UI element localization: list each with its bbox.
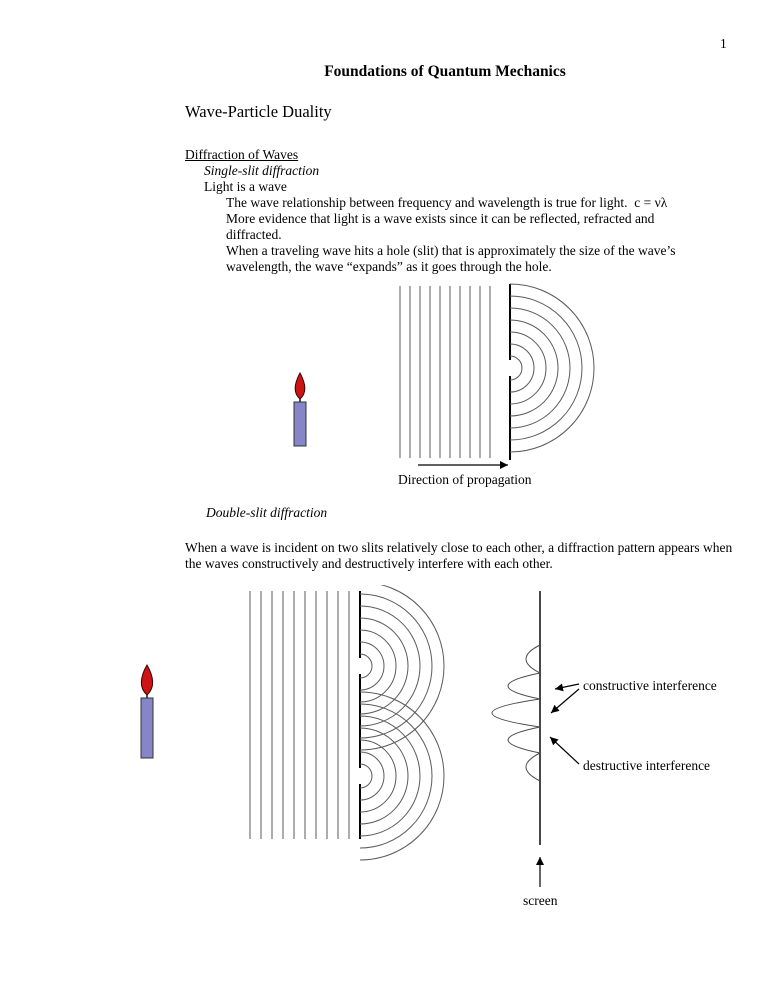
constructive-arrow-1 bbox=[555, 684, 579, 689]
paragraph-traveling-wave: When a traveling wave hits a hole (slit) that is approximately the size of the wave’s wavelength, the wave “expands” as it goes through the hole. bbox=[226, 243, 676, 274]
circular-wavefronts bbox=[510, 284, 594, 452]
page-number: 1 bbox=[720, 36, 727, 51]
double-slit-diagram bbox=[100, 585, 765, 890]
candle bbox=[141, 665, 153, 758]
constructive-arrow-2 bbox=[551, 689, 579, 713]
paragraph-more-evidence: More evidence that light is a wave exists since it can be reflected, refracted and diffracted. bbox=[226, 211, 655, 242]
interference-pattern-curve bbox=[492, 645, 540, 781]
document-title: Foundations of Quantum Mechanics bbox=[324, 63, 566, 80]
candle-body bbox=[141, 698, 153, 758]
double-slit-figure bbox=[100, 585, 765, 920]
destructive-interference-label: destructive interference bbox=[583, 758, 711, 773]
constructive-interference-label: constructive interference bbox=[583, 678, 717, 693]
candle-body bbox=[294, 402, 306, 446]
heading-wave-particle-duality: Wave-Particle Duality bbox=[185, 102, 332, 121]
heading-diffraction-of-waves: Diffraction of Waves bbox=[185, 147, 299, 162]
heading-single-slit-diffraction: Single-slit diffraction bbox=[204, 163, 320, 178]
propagation-caption: Direction of propagation bbox=[398, 472, 532, 487]
single-slit-diagram bbox=[270, 282, 610, 472]
flame-icon bbox=[141, 665, 152, 695]
paragraph-double-slit: When a wave is incident on two slits relatively close to each other, a diffraction pattern appears when the waves constructively and destructively interfere with each other. bbox=[185, 540, 733, 571]
single-slit-figure bbox=[270, 282, 610, 497]
heading-light-is-a-wave: Light is a wave bbox=[204, 179, 287, 194]
screen-label: screen bbox=[523, 893, 558, 908]
heading-double-slit-diffraction: Double-slit diffraction bbox=[206, 505, 328, 520]
destructive-arrow bbox=[550, 737, 579, 764]
flame-icon bbox=[295, 373, 305, 399]
upper-slit-wavefronts bbox=[360, 585, 444, 750]
paragraph-wave-relationship: The wave relationship between frequency and wavelength is true for light. c = νλ bbox=[226, 195, 668, 210]
plane-wavefronts bbox=[400, 286, 490, 458]
plane-wavefronts bbox=[250, 591, 349, 839]
candle bbox=[294, 373, 306, 446]
lower-slit-wavefronts bbox=[360, 692, 444, 860]
